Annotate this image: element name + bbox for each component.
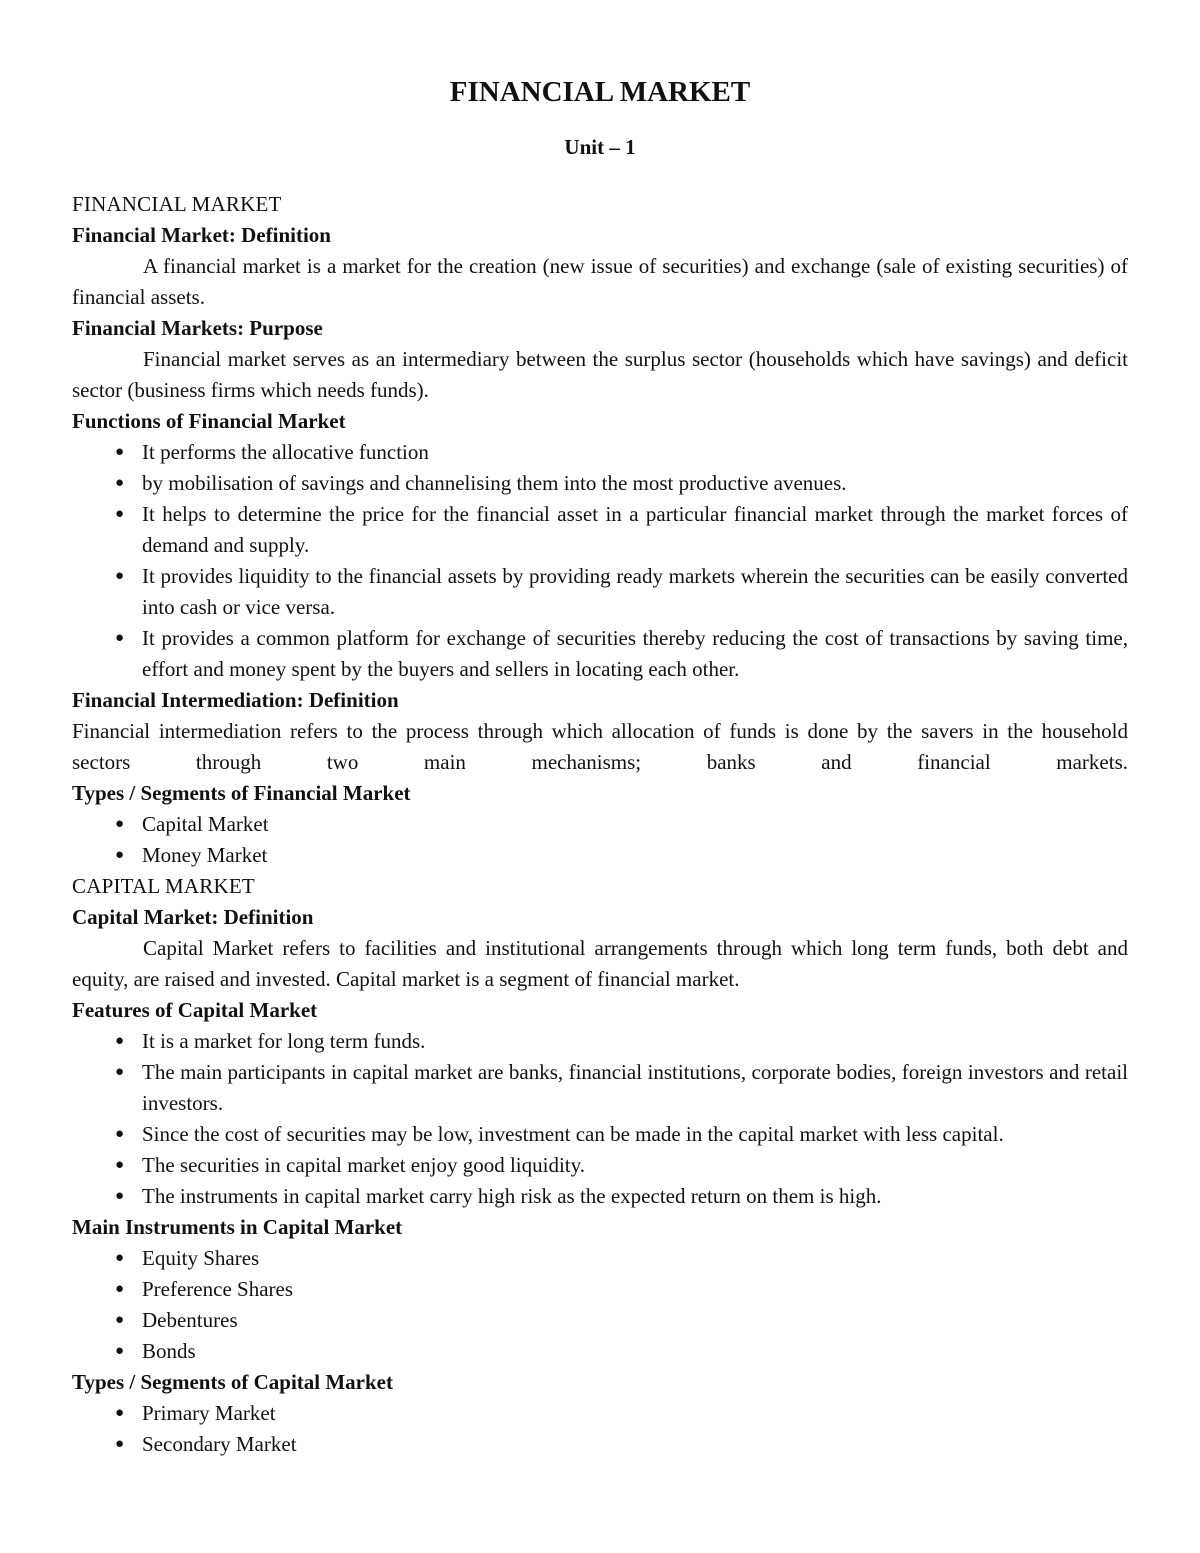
- list-item: ● Debentures: [142, 1305, 1128, 1336]
- instruments-heading: Main Instruments in Capital Market: [72, 1215, 403, 1239]
- financial-market-definition-heading: Financial Market: Definition: [72, 223, 331, 247]
- financial-market-types-heading: Types / Segments of Financial Market: [72, 781, 411, 805]
- capital-market-types-list: [72, 1398, 1128, 1460]
- bullet-icon: ●: [115, 444, 125, 460]
- list-item: ● It provides liquidity to the financial assets by providing ready markets wherein the securities can be easily converted into cash or vice versa.: [142, 561, 1128, 623]
- bullet-icon: ●: [115, 475, 125, 491]
- list-item: ● Equity Shares: [142, 1243, 1128, 1274]
- bullet-icon: ●: [115, 630, 125, 646]
- bullet-icon: ●: [115, 1126, 125, 1142]
- list-item: ● Preference Shares: [142, 1274, 1128, 1305]
- bullet-icon: ●: [115, 816, 125, 832]
- intermediation-text: Financial intermediation refers to the process through which allocation of funds is done by the savers in the household sectors through two main mechanisms; banks and financial markets.: [72, 719, 1128, 774]
- financial-markets-purpose-heading: Financial Markets: Purpose: [72, 316, 323, 340]
- features-list: [72, 1026, 1128, 1212]
- list-item: ● The main participants in capital market are banks, financial institutions, corporate bodies, foreign investors and retail investors.: [142, 1057, 1128, 1119]
- section-heading-financial-market: FINANCIAL MARKET: [72, 192, 282, 216]
- list-item: ● Secondary Market: [142, 1429, 1128, 1460]
- features-heading: Features of Capital Market: [72, 998, 318, 1022]
- bullet-icon: ●: [115, 847, 125, 863]
- section-heading-capital-market: CAPITAL MARKET: [72, 874, 255, 898]
- bullet-icon: ●: [115, 1436, 125, 1452]
- list-item: ● Money Market: [142, 840, 1128, 871]
- list-item: ● by mobilisation of savings and channelising them into the most productive avenues.: [142, 468, 1128, 499]
- list-item: ● Since the cost of securities may be low, investment can be made in the capital market with less capital.: [142, 1119, 1128, 1150]
- bullet-icon: ●: [115, 1312, 125, 1328]
- capital-market-definition-text: Capital Market refers to facilities and institutional arrangements through which long term funds, both debt and equity, are raised and invested. Capital market is a segment of financial market.: [72, 936, 1128, 991]
- capital-market-definition-heading: Capital Market: Definition: [72, 905, 314, 929]
- capital-market-types-heading: Types / Segments of Capital Market: [72, 1370, 393, 1394]
- list-item: ● Bonds: [142, 1336, 1128, 1367]
- document-title: FINANCIAL MARKET: [449, 76, 751, 108]
- bullet-icon: ●: [115, 1157, 125, 1173]
- functions-list: [72, 437, 1128, 685]
- bullet-icon: ●: [115, 1343, 125, 1359]
- bullet-icon: ●: [115, 506, 125, 522]
- list-item: ● Capital Market: [142, 809, 1128, 840]
- bullet-icon: ●: [115, 1064, 125, 1080]
- bullet-icon: ●: [115, 1033, 125, 1049]
- functions-heading: Functions of Financial Market: [72, 409, 346, 433]
- bullet-icon: ●: [115, 1250, 125, 1266]
- bullet-icon: ●: [115, 568, 125, 584]
- intermediation-heading: Financial Intermediation: Definition: [72, 688, 399, 712]
- bullet-icon: ●: [115, 1281, 125, 1297]
- list-item: ● Primary Market: [142, 1398, 1128, 1429]
- list-item: ● It helps to determine the price for the financial asset in a particular financial market through the market forces of demand and supply.: [142, 499, 1128, 561]
- financial-market-types-list: [72, 809, 1128, 871]
- bullet-icon: ●: [115, 1405, 125, 1421]
- instruments-list: [72, 1243, 1128, 1367]
- list-item: ● It provides a common platform for exchange of securities thereby reducing the cost of transactions by saving time, effort and money spent by the buyers and sellers in locating each other.: [142, 623, 1128, 685]
- financial-markets-purpose-text: Financial market serves as an intermediary between the surplus sector (households which have savings) and deficit sector (business firms which needs funds).: [72, 347, 1128, 402]
- unit-label: Unit – 1: [564, 135, 636, 159]
- bullet-icon: ●: [115, 1188, 125, 1204]
- list-item: ● The instruments in capital market carry high risk as the expected return on them is high.: [142, 1181, 1128, 1212]
- list-item: ● It is a market for long term funds.: [142, 1026, 1128, 1057]
- list-item: ● It performs the allocative function: [142, 437, 1128, 468]
- list-item: ● The securities in capital market enjoy good liquidity.: [142, 1150, 1128, 1181]
- financial-market-definition-text: A financial market is a market for the creation (new issue of securities) and exchange (sale of existing securities) of financial assets.: [72, 254, 1128, 309]
